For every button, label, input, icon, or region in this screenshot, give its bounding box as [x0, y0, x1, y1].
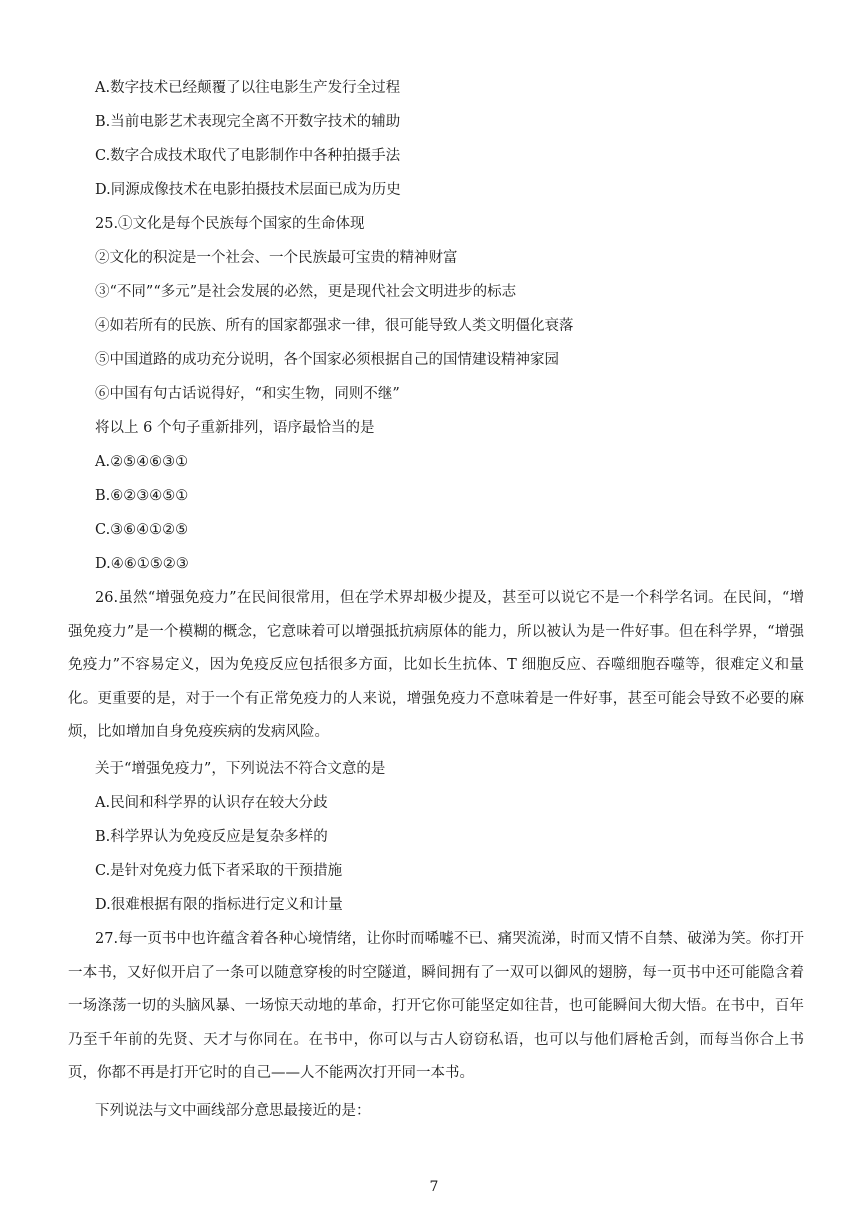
q26-option-d: D.很难根据有限的指标进行定义和计量: [95, 897, 343, 913]
q25-sentence-5: ⑤中国道路的成功充分说明，各个国家必须根据自己的国情建设精神家园: [95, 352, 559, 368]
q25-option-b: B.⑥②③④⑤①: [95, 488, 189, 504]
q26-question: 关于“增强免疫力”，下列说法不符合文意的是: [95, 761, 386, 777]
q25-sentence-3: ③“不同”“多元”是社会发展的必然，更是现代社会文明进步的标志: [95, 284, 517, 300]
q26-passage: 26.虽然“增强免疫力”在民间很常用，但在学术界却极少提及，甚至可以说它不是一个科学名词。在民间，“增强免疫力”是一个模糊的概念，它意味着可以增强抵抗病原体的能力，所以被认为是一件好事。但在科学界，“增强免疫力”不容易定义，因为免疫反应包括很多方面，比如长生抗体、T 细胞反应、吞噬细胞吞噬等，很难定义和量化。更重要的是，对于一个有正常免疫力的人来说，增强免疫力不意味着是一件好事，甚至可能会导致不必要的麻烦，比如增加自身免疫疾病的发病风险。: [68, 590, 804, 741]
q24-option-a: A.数字技术已经颠覆了以往电影生产发行全过程: [95, 80, 401, 96]
q25-sentence-2: ②文化的积淀是一个社会、一个民族最可宝贵的精神财富: [95, 250, 458, 266]
q26-option-b: B.科学界认为免疫反应是复杂多样的: [95, 829, 328, 845]
q25-option-c: C.③⑥④①②⑤: [95, 522, 189, 538]
q24-option-b: B.当前电影艺术表现完全离不开数字技术的辅助: [95, 114, 401, 130]
q25-sentence-6: ⑥中国有句古话说得好，“和实生物，同则不继”: [95, 386, 400, 402]
q25-sentence-1: 25.①文化是每个民族每个国家的生命体现: [95, 216, 365, 232]
q27-passage: 27.每一页书中也许蕴含着各种心境情绪，让你时而唏嘘不已、痛哭流涕，时而又情不自禁、破涕为笑。你打开一本书，又好似开启了一条可以随意穿梭的时空隧道，瞬间拥有了一双可以御风的翅膀，每一页书中还可能隐含着一场涤荡一切的头脑风暴、一场惊天动地的革命，打开它你可能坚定如往昔，也可能瞬间大彻大悟。在书中，百年乃至千年前的先贤、天才与你同在。在书中，你可以与古人窃窃私语，也可以与他们唇枪舌剑，而每当你合上书页，你都不再是打开它时的自己——人不能两次打开同一本书。: [68, 931, 804, 1082]
q24-option-c: C.数字合成技术取代了电影制作中各种拍摄手法: [95, 148, 401, 164]
q24-option-d: D.同源成像技术在电影拍摄技术层面已成为历史: [95, 182, 401, 198]
q26-option-a: A.民间和科学界的认识存在较大分歧: [95, 795, 328, 811]
q25-sentence-4: ④如若所有的民族、所有的国家都强求一律，很可能导致人类文明僵化衰落: [95, 318, 574, 334]
page-number: 7: [429, 1179, 439, 1195]
q25-option-a: A.②⑤④⑥③①: [95, 454, 189, 470]
q27-question: 下列说法与文中画线部分意思最接近的是：: [95, 1103, 371, 1119]
q25-question: 将以上 6 个句子重新排列，语序最恰当的是: [95, 420, 375, 436]
q26-option-c: C.是针对免疫力低下者采取的干预措施: [95, 863, 343, 879]
q25-option-d: D.④⑥①⑤②③: [95, 556, 189, 572]
